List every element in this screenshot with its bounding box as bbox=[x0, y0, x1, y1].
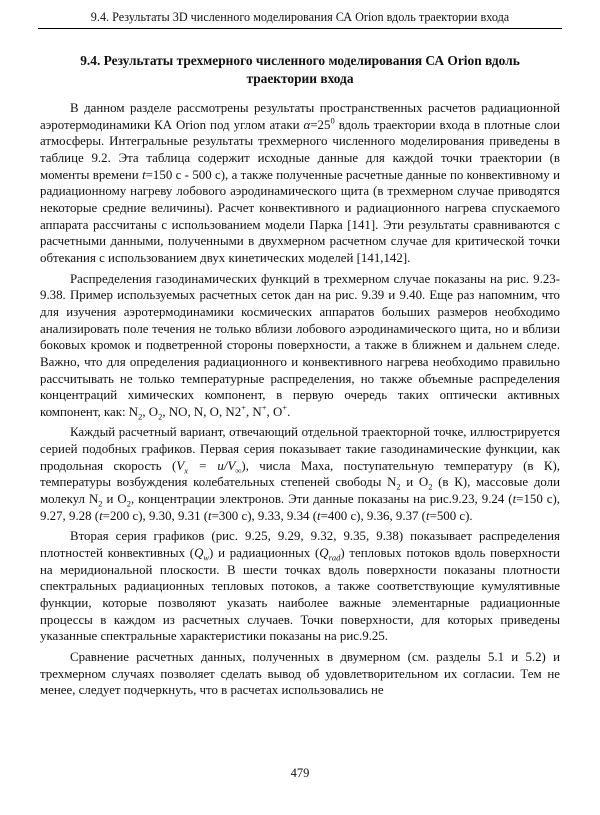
paragraph-4: Вторая серия графиков (рис. 9.25, 9.29, 9.32, 9.35, 9.38) показывает распределения плотностей конвективных $(Q_w)$ и радиационных $(Q_{rad})$ тепловых потоков вдоль поверхности на меридиональной плоскости. В шести точках вдоль поверхности показаны плотности спектральных радиационных тепловых потоков, а также соответствующие кумулятивные функции, которые позволяют указать наиболее важные элементарные радиационные процессы в каждом из расчетных случаев. Точки поверхности, для которых приведены указанные спектральные характеристики показаны на рис.9.25. bbox=[40, 529, 560, 644]
velocity-formula: $V_x = u/V_\infty$ bbox=[176, 458, 242, 476]
alpha-symbol: α bbox=[303, 117, 311, 132]
page-number: 479 bbox=[290, 766, 310, 780]
section-title bbox=[40, 52, 560, 88]
body-text bbox=[40, 100, 560, 699]
section-title-line-2: траектории входа bbox=[246, 71, 354, 86]
paragraph-1: В данном разделе рассмотрены результаты пространственных расчетов радиационной аэротермодинамики КА Orion под углом атаки $\alpha=25^0$ вдоль траектории входа в плотные слои атмосферы. Интегральные результаты трехмерного численного моделирования приведены в таблице 9.2. Эта таблица содержит исходные данные для каждой точки траектории (в моменты времени t=150 с - 500 с), а также полученные расчетные данные по конвективному и радиационному нагреву лобового аэродинамического щита (в трехмерном случае приводятся некоторые средние величины). Расчет конвективного и радиационного нагрева спускаемого аппарата рассчитаны с использованием модели Парка [141]. Эти результаты сравниваются с расчетными данными, полученными в двухмерном расчетном случае для критической точки обтекания с использованием двух кинетических моделей [141,142]. bbox=[40, 101, 560, 265]
paragraph-2: Распределения газодинамических функций в трехмерном случае показаны на рис. 9.23-9.38. Пример используемых расчетных сеток дан на рис. 9.39 и 9.40. Еще раз напомним, что для изучения аэротермодинамики космических аппаратов больших размеров необходимо анализировать поле течения не только вблизи лобового аэродинамического щита, но и вблизи боковых кромок и подветренной стороны поверхности, а также в ближнем и дальнем следе. Важно, что для определения радиационного и конвективного нагрева необходимо правильно рассчитывать не только температурные распределения, но также объемные распределения концентраций химических компонент, в первую очередь таких оптически активных компонент, как: $N_2$, $O_2$, NO, N, O, N2+, N+, O+. bbox=[40, 271, 560, 422]
paragraph-5: Сравнение расчетных данных, полученных в двумерном (см. разделы 5.1 и 5.2) и трехмерном случаях позволяет сделать вывод об удовлетворительном их согласии. Тем не менее, следует подчеркнуть, что в расчетах использовались не bbox=[40, 650, 560, 698]
section-title-line-1: 9.4. Результаты трехмерного численного моделирования СА Orion вдоль bbox=[80, 53, 520, 68]
paragraph-3: Каждый расчетный вариант, отвечающий отдельной траекторной точке, иллюстрируется серией подобных графиков. Первая серия показывает такие газодинамические функции, как продольная скорость $(V_x = u/V_\infty)$, числа Маха, поступательную температуру (в К), температуры возбуждения колебательных степеней свободы $N_2$ и $O_2$ (в К), массовые доли молекул $N_2$ и $O_2$, концентрации электронов. Эти данные показаны на рис.9.23, 9.24 (t=150 с), 9.27, 9.28 (t=200 с), 9.30, 9.31 (t=300 с), 9.33, 9.34 (t=400 с), 9.36, 9.37 (t=500 с). bbox=[40, 425, 561, 523]
running-header: 9.4. Результаты 3D численного моделирования СА Orion вдоль траектории входа bbox=[38, 10, 562, 29]
